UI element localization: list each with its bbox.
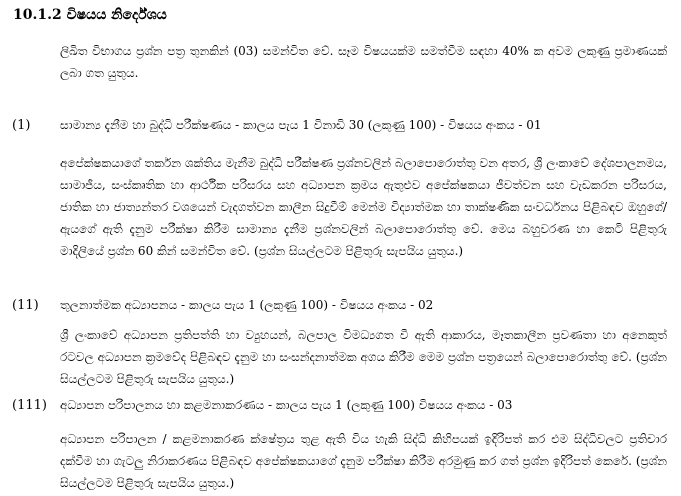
section-number-1: (1) (12, 118, 31, 133)
intro-paragraph: ලිඛිත විභාගය ප්‍රශ්න පත්‍ර තුනකින් (03) සමන්විත වේ. සෑම විෂයයක්ම සමත්වීම සඳහා 40% ක අවම ලකුණු ප්‍රමාණයක් ලබා ගත යුතුය. (60, 44, 667, 80)
section-heading: 10.1.2 විෂයය නිර්දේශය (13, 7, 167, 23)
section-number-3: (111) (12, 398, 47, 413)
section-title-3: අධ්‍යාපන පරිපාලනය හා කළමනාකරණය - කාලය පැය 1 (ලකුණු 100) විෂයය අංකය - 03 (60, 398, 513, 412)
section-title-2: තුලනාත්මක අධ්‍යාපනය - කාලය පැය 1 (ලකුණු 100) - විෂයය අංකය - 02 (60, 298, 434, 312)
section-body-1: අපේක්ෂකයාගේ තර්කන ශක්තිය මැනීම බුද්ධි පරීක්ෂණ ප්‍රශ්නවලින් බලාපොරොත්තු වන අතර, ශ්‍රී ලංකාවේ දේශපාලනමය, සාමාජීය, සංස්කෘතික හා ආර්ථික පරිසරය සහ අධ්‍යාපන ක්‍රමය ඇතුළුව අපේක්ෂකයා ජීවත්වන සහ වැඩකරන පරිසරය, ජාතික හා ජාත්‍යන්තර වශයෙන් වැදගත්වන කාලීන සිදුවීම් මෙන්ම විද්‍යාත්මක හා තාක්ෂණික සංවර්ධනය පිළිබඳව ඔහුගේ/ ඇයගේ ඇති දැනුම පරීක්ෂා කිරීම සාමාන්‍ය දැනීම ප්‍රශ්නවලින් බලාපොරොත්තු වේ. මෙය බහුවරණ හා කෙටි පිළිතුරු මාදිලියේ ප්‍රශ්න 60 කින් සමන්විත වේ. (ප්‍රශ්න සියල්ලටම පිළිතුරු සැපයිය යුතුය.) (60, 156, 667, 258)
section-body-3: අධ්‍යාපන පරිපාලන / කළමනාකරණ ක්ෂේත්‍රය තුළ ඇති විය හැකි සිද්ධි කිහිපයක් ඉදිරිපත් කර එම සිද්ධිවලට ප්‍රතිචාර දක්වීම හා ගැටලු නිරාකරණය පිළිබඳව අපේක්ෂකයාගේ දැනුම පරීක්ෂා කිරීම අරමුණු කර ගත් ප්‍රශ්න ඉදිරිපත් කෙරේ. (ප්‍රශ්න සියල්ලටම පිළිතුරු සැපයිය යුතුය.) (60, 432, 667, 490)
section-body-2: ශ්‍රී ලංකාවේ අධ්‍යාපන ප්‍රතිපත්ති හා ව්‍යුහයන්, බලපාල විමධ්‍යගත වී ඇති ආකාරය, මෑතකාලීන ප්‍රවණතා හා අනෙකුත් රටවල අධ්‍යාපන ක්‍රමවේද පිළිබඳව දැනුම හා සංසන්දනාත්මක අගය කිරීම මෙම ප්‍රශ්න පත්‍රයෙන් බලාපොරොත්තු වේ. (ප්‍රශ්න සියල්ලටම පිළිතුරු සැපයිය යුතුය.) (60, 328, 667, 386)
section-title-1: සාමාන්‍ය දැනීම හා බුද්ධි පරීක්ෂණය - කාලය පැය 1 විනාඩි 30 (ලකුණු 100) - විෂයය අංකය - 01 (60, 118, 542, 132)
section-number-2: (11) (12, 298, 39, 313)
